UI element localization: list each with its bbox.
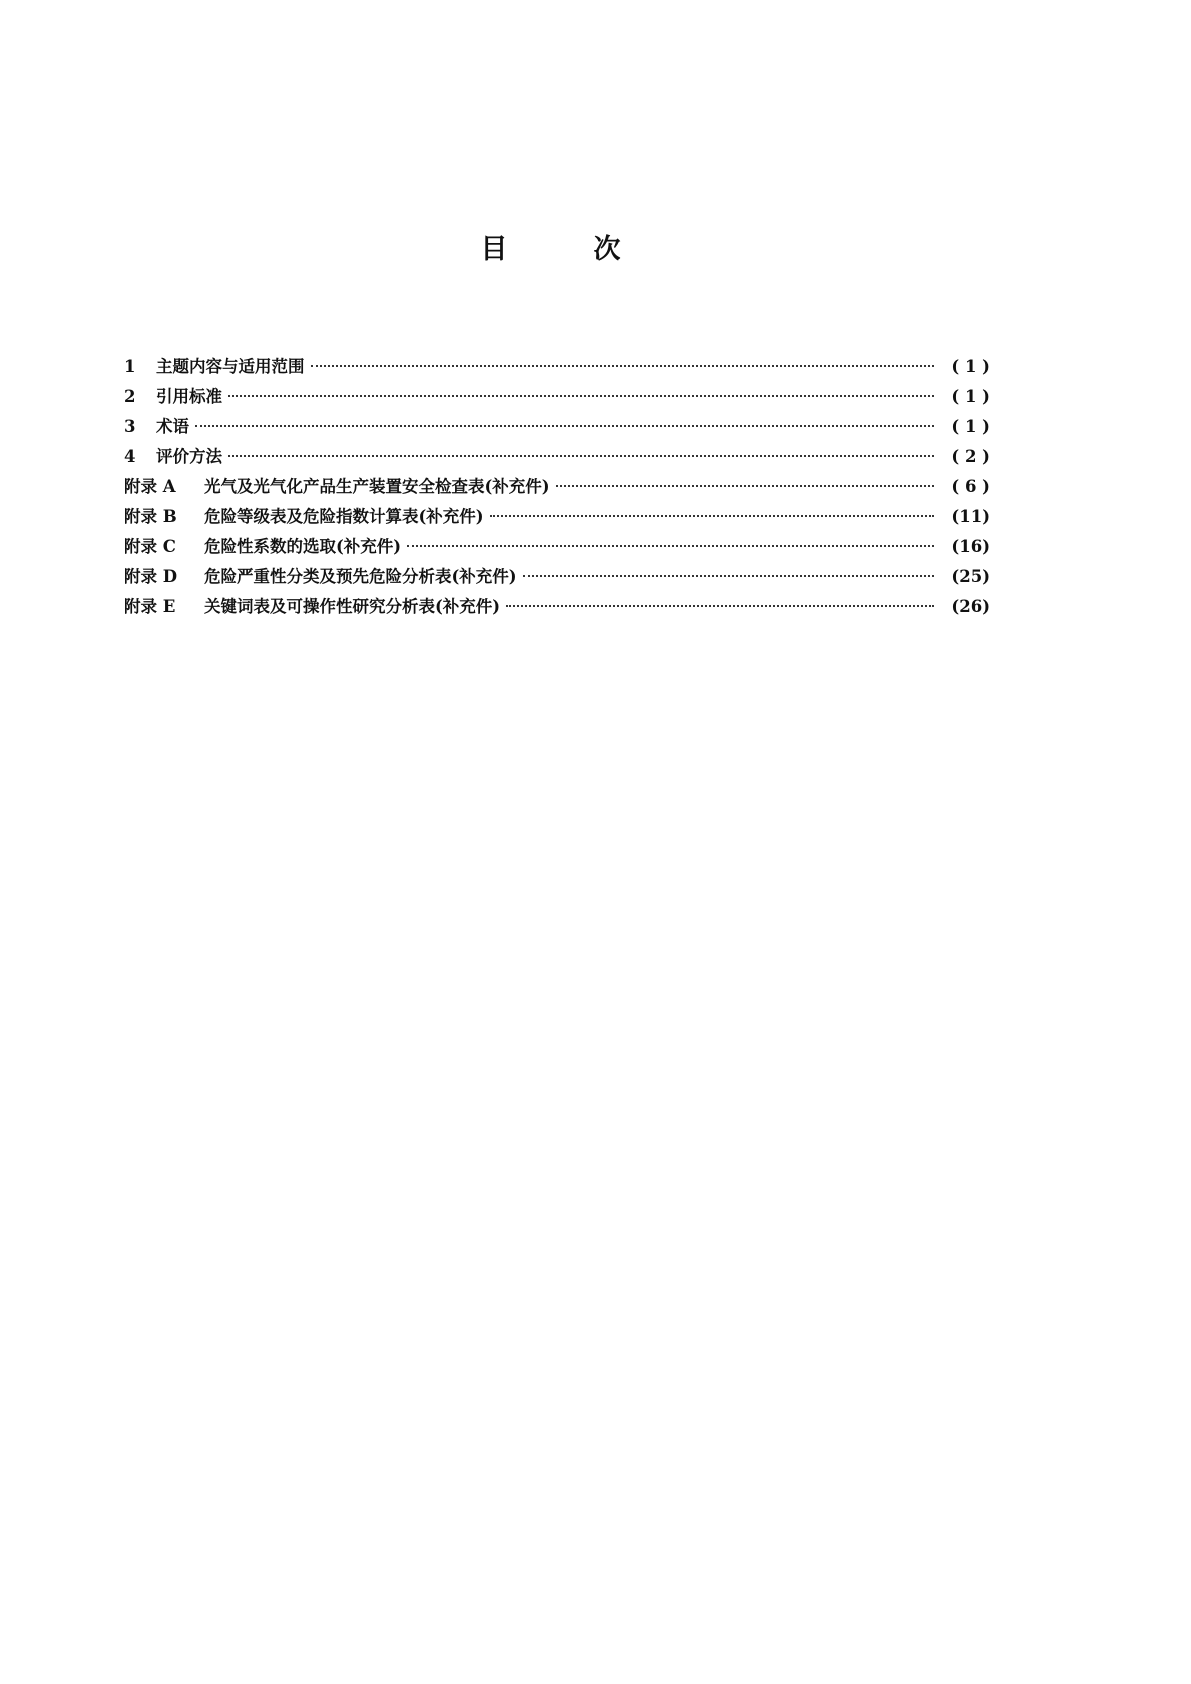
- toc-entry-appendix-b[interactable]: [124, 502, 990, 532]
- toc-entry-title: 关键词表及可操作性研究分析表(补充件): [204, 597, 501, 616]
- toc-entry-4[interactable]: [124, 442, 990, 472]
- dot-leader: [506, 605, 934, 607]
- toc-entry-appendix-d[interactable]: [124, 562, 990, 592]
- toc-entry-appendix-c[interactable]: [124, 532, 990, 562]
- toc-entry-2[interactable]: [124, 382, 990, 412]
- toc-entry-title: 术语: [156, 417, 189, 436]
- toc-entry-number: 1: [124, 357, 136, 376]
- dot-leader: [228, 395, 934, 397]
- dot-leader: [407, 545, 934, 547]
- dot-leader: [195, 425, 934, 427]
- toc-entry-page: ( 2 ): [951, 447, 990, 466]
- toc-entry-1[interactable]: [124, 352, 990, 382]
- toc-entry-title: 引用标准: [156, 387, 222, 406]
- page-title-char-1: 目: [480, 234, 508, 266]
- toc-entry-page: (25): [951, 567, 990, 586]
- dot-leader: [523, 575, 934, 577]
- toc-entry-appendix-a[interactable]: [124, 472, 990, 502]
- toc-entry-title: 危险严重性分类及预先危险分析表(补充件): [204, 567, 517, 586]
- toc-entry-page: ( 1 ): [951, 357, 990, 376]
- page-title-char-2: 次: [593, 234, 621, 266]
- table-of-contents: [124, 352, 990, 622]
- toc-entry-3[interactable]: [124, 412, 990, 442]
- toc-entry-page: (26): [951, 597, 990, 616]
- dot-leader: [228, 455, 934, 457]
- page-title: [0, 232, 1101, 268]
- toc-entry-appendix-e[interactable]: [124, 592, 990, 622]
- toc-entry-number: 附录 E: [124, 597, 176, 616]
- toc-entry-page: ( 6 ): [951, 477, 990, 496]
- toc-entry-page: ( 1 ): [951, 387, 990, 406]
- toc-entry-title: 评价方法: [156, 447, 222, 466]
- toc-entry-number: 3: [124, 417, 136, 436]
- toc-entry-page: (16): [951, 537, 990, 556]
- toc-entry-page: (11): [951, 507, 990, 526]
- toc-entry-page: ( 1 ): [951, 417, 990, 436]
- toc-entry-title: 光气及光气化产品生产装置安全检查表(补充件): [204, 477, 550, 496]
- toc-entry-number: 4: [124, 447, 136, 466]
- toc-entry-number: 附录 B: [124, 507, 177, 526]
- dot-leader: [490, 515, 934, 517]
- toc-entry-number: 附录 C: [124, 537, 176, 556]
- toc-entry-number: 附录 A: [124, 477, 176, 496]
- toc-entry-title: 危险等级表及危险指数计算表(补充件): [204, 507, 484, 526]
- toc-entry-title: 主题内容与适用范围: [156, 357, 305, 376]
- dot-leader: [556, 485, 934, 487]
- dot-leader: [311, 365, 935, 367]
- toc-entry-number: 2: [124, 387, 136, 406]
- toc-entry-number: 附录 D: [124, 567, 178, 586]
- toc-entry-title: 危险性系数的选取(补充件): [204, 537, 402, 556]
